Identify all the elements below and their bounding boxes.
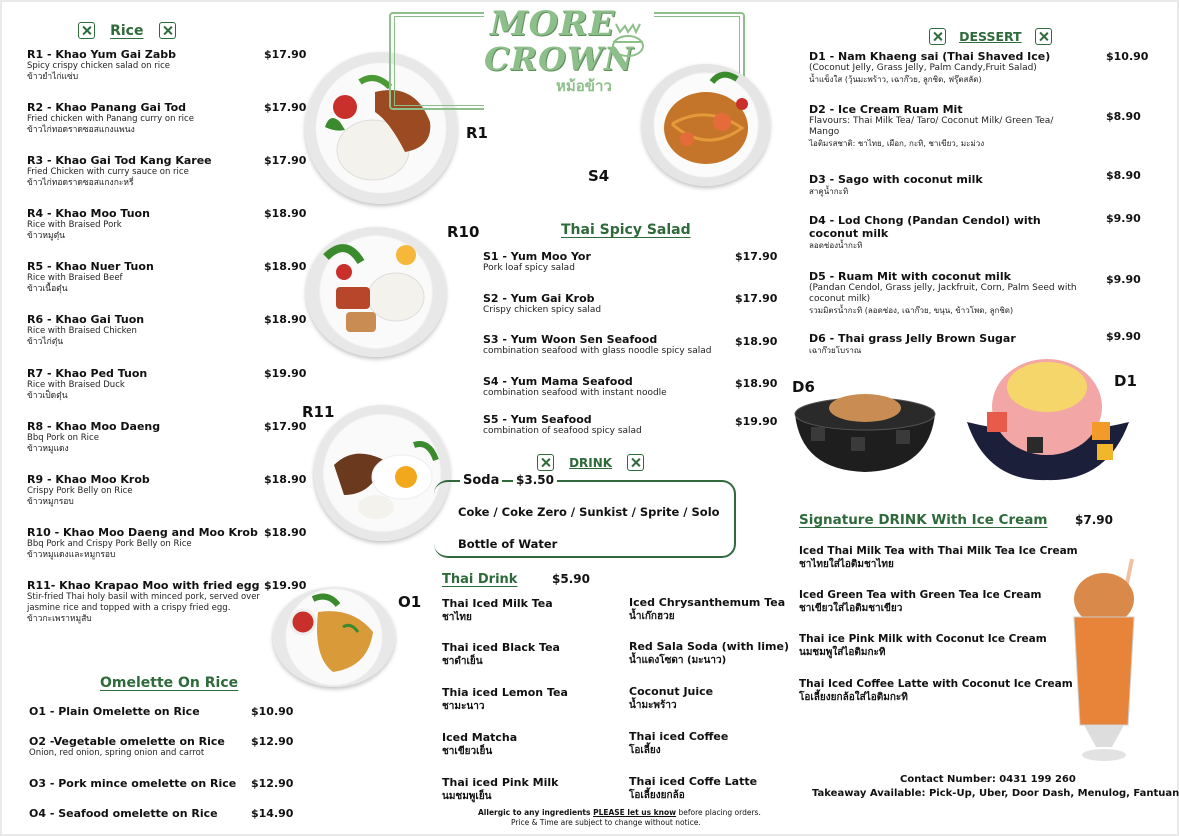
menu-page [2, 2, 1177, 834]
drink-thai-name: ชาเขียวเย็น [442, 746, 493, 757]
item-name: S2 - Yum Gai Krob [483, 292, 595, 305]
item-price: $17.90 [735, 250, 778, 263]
item-price: $9.90 [1106, 212, 1141, 225]
drink-thai-name: ชาดำเย็น [442, 656, 483, 667]
utensils-icon [1035, 28, 1052, 45]
drink-name: Thia iced Lemon Tea [442, 686, 568, 699]
item-price: $18.90 [264, 207, 307, 220]
thai-drink-item [629, 596, 785, 624]
item-thai-name: ไอติมรสชาติ: ชาไทย, เผือก, กะทิ, ชาเขียว, มะม่วง [809, 139, 985, 148]
d1-label: D1 [1114, 372, 1137, 390]
item-description: Fried Chicken with curry sauce on rice [27, 167, 189, 177]
item-thai-name: เฉาก๊วยโบราณ [809, 346, 862, 355]
water-label: Bottle of Water [458, 537, 558, 551]
item-thai-name: ข้าวหมูตุ๋น [27, 231, 65, 241]
thai-drink-item [629, 640, 789, 668]
rice-item [27, 367, 272, 402]
item-thai-name: ข้าวยำไก่แซ่บ [27, 72, 79, 82]
item-name: S4 - Yum Mama Seafood [483, 375, 633, 388]
item-thai-name: ข้าวเนื้อตุ๋น [27, 284, 68, 294]
salad-item [483, 413, 728, 437]
item-price: $14.90 [251, 807, 294, 820]
thai-drink-item [629, 730, 728, 758]
item-price: $18.90 [264, 260, 307, 273]
signature-drink-item [799, 678, 1073, 705]
drink-name: Iced Chrysanthemum Tea [629, 596, 786, 609]
item-description: Crispy chicken spicy salad [483, 305, 602, 315]
drink-thai-name: ชาไทยใส่ไอติมชาไทย [799, 559, 894, 570]
salad-item [483, 292, 728, 316]
utensils-icon [929, 28, 946, 45]
thai-drink-item [442, 597, 553, 625]
dessert-header [929, 26, 1052, 45]
thai-drink-item [442, 776, 558, 804]
signature-drink-photo [1062, 557, 1162, 767]
rice-item [27, 260, 272, 295]
item-name: R10 - Khao Moo Daeng and Moo Krob [27, 526, 258, 539]
item-name: R2 - Khao Panang Gai Tod [27, 101, 187, 114]
rice-pot-icon [608, 20, 648, 58]
drink-name: Red Sala Soda (with lime) [629, 640, 789, 653]
rice-item [27, 154, 272, 189]
item-description: Fried chicken with Panang curry on rice [27, 114, 194, 124]
item-description: (Coconut Jelly, Grass Jelly, Palm Candy,Fruit Salad) [809, 63, 1037, 73]
item-name: R1 - Khao Yum Gai Zabb [27, 48, 176, 61]
item-price: $19.90 [264, 367, 307, 380]
rice-header [78, 20, 176, 39]
item-price: $10.90 [251, 705, 294, 718]
item-price: $18.90 [264, 313, 307, 326]
drink-name: Thai iced Coffee [629, 730, 729, 743]
item-description: combination seafood with glass noodle spicy salad [483, 346, 712, 356]
drink-thai-name: ชาไทย [442, 612, 472, 623]
rice-item [27, 473, 272, 508]
r10-label: R10 [447, 223, 480, 241]
logo-line2: CROWN [484, 40, 635, 78]
omelette-item [29, 777, 254, 790]
item-thai-name: ข้าวไก่ทอดราดซอสแกงแพนง [27, 125, 135, 135]
dessert-item [809, 214, 1079, 251]
item-description: combination seafood with instant noodle [483, 388, 667, 398]
item-thai-name: ข้าวหมูแดงและหมูกรอบ [27, 550, 116, 560]
d6-photo [791, 392, 939, 474]
utensils-icon [78, 22, 95, 39]
o1-photo [273, 587, 395, 687]
item-description: (Pandan Cendol, Grass jelly, Jackfruit, Corn, Palm Seed with coconut milk) [809, 283, 1077, 304]
signature-drink-item [799, 589, 1041, 616]
item-price: $18.90 [735, 377, 778, 390]
takeaway-info: Takeaway Available: Pick-Up, Uber, Door Dash, Menulog, Fantuan [812, 788, 1179, 799]
rice-item [27, 313, 272, 348]
item-price: $19.90 [264, 579, 307, 592]
item-name: D5 - Ruam Mit with coconut milk [809, 270, 1011, 283]
salad-item [483, 333, 728, 357]
rice-item [27, 420, 272, 455]
drink-thai-name: น้ำแดงโซดา (มะนาว) [629, 655, 727, 666]
drink-thai-name: นมชมพูใส่ไอติมกะทิ [799, 647, 886, 658]
d6-label: D6 [792, 378, 815, 396]
signature-price: $7.90 [1075, 513, 1113, 527]
logo [484, 6, 654, 110]
item-thai-name: ข้าวกะเพราหมูสับ [27, 614, 92, 624]
drink-thai-name: ชามะนาว [442, 701, 485, 712]
item-price: $17.90 [735, 292, 778, 305]
item-name: S1 - Yum Moo Yor [483, 250, 591, 263]
item-thai-name: ข้าวเป็ดตุ๋น [27, 391, 68, 401]
signature-title: Signature DRINK With Ice Cream [799, 512, 1048, 528]
drink-name: Thai iced Black Tea [442, 641, 560, 654]
rice-item [27, 48, 272, 83]
item-name: R8 - Khao Moo Daeng [27, 420, 161, 433]
item-price: $17.90 [264, 420, 307, 433]
item-name: R3 - Khao Gai Tod Kang Karee [27, 154, 212, 167]
drink-name: Coconut Juice [629, 685, 714, 698]
item-name: D3 - Sago with coconut milk [809, 173, 983, 186]
dessert-title: DESSERT [959, 29, 1022, 44]
item-thai-name: ข้าวไก่ทอดราดซอสแกงกะหรี่ [27, 178, 134, 188]
item-description: Pork loaf spicy salad [483, 263, 575, 273]
item-price: $9.90 [1106, 330, 1141, 343]
item-price: $12.90 [251, 735, 294, 748]
soda-price: $3.50 [513, 473, 557, 487]
drink-name: Thai ice Pink Milk with Coconut Ice Cream [799, 633, 1047, 645]
item-description: Crispy Pork Belly on Rice [27, 486, 133, 496]
d6-dessert-illustration [791, 392, 939, 474]
d1-photo [957, 352, 1137, 482]
item-name: D2 - Ice Cream Ruam Mit [809, 103, 963, 116]
drink-title: DRINK [569, 456, 613, 470]
item-name: O4 - Seafood omelette on Rice [29, 807, 218, 820]
rice-item [27, 526, 272, 561]
s4-food-illustration [642, 64, 770, 186]
drink-name: Thai iced Pink Milk [442, 776, 559, 789]
omelette-title: Omelette On Rice [100, 675, 239, 691]
item-description: Rice with Braised Beef [27, 273, 123, 283]
item-description: Bbq Pork and Crispy Pork Belly on Rice [27, 539, 192, 549]
omelette-item [29, 807, 254, 820]
signature-drink-item [799, 545, 1078, 572]
drink-name: Thai Iced Coffee Latte with Coconut Ice Cream [799, 678, 1073, 690]
utensils-icon [537, 454, 554, 471]
item-description: Bbq Pork on Rice [27, 433, 99, 443]
item-thai-name: รวมมิตรน้ำกะทิ (ลอดช่อง, เฉาก๊วย, ขนุน, ข้าวโพด, ลูกชิด) [809, 306, 1014, 315]
s4-photo [642, 64, 770, 186]
item-name: O1 - Plain Omelette on Rice [29, 705, 200, 718]
rice-item [27, 101, 272, 136]
item-name: R9 - Khao Moo Krob [27, 473, 150, 486]
soda-label: Soda [460, 473, 502, 488]
item-price: $9.90 [1106, 273, 1141, 286]
thai-drink-item [442, 686, 568, 714]
o1-label: O1 [398, 593, 422, 611]
o1-food-illustration [273, 587, 395, 687]
drink-name: Iced Matcha [442, 731, 518, 744]
item-price: $18.90 [735, 335, 778, 348]
item-price: $10.90 [1106, 50, 1149, 63]
r1-label: R1 [466, 124, 488, 142]
item-price: $17.90 [264, 154, 307, 167]
omelette-item [29, 705, 254, 718]
item-price: $12.90 [251, 777, 294, 790]
item-name: R6 - Khao Gai Tuon [27, 313, 145, 326]
item-thai-name: ข้าวหมูกรอบ [27, 497, 74, 507]
item-name: D4 - Lod Chong (Pandan Cendol) with coconut milk [809, 214, 1041, 240]
allergy-text-b: PLEASE let us know [593, 808, 677, 817]
rice-title: Rice [110, 23, 144, 39]
logo-line1: MORE [490, 4, 616, 44]
salad-title: Thai Spicy Salad [561, 222, 691, 238]
price-notice: Price & Time are subject to change without notice. [511, 818, 701, 827]
iced-tea-glass-illustration [1062, 557, 1162, 767]
item-name: O2 -Vegetable omelette on Rice [29, 735, 225, 748]
item-description: combination of seafood spicy salad [483, 426, 642, 436]
rice-item [27, 207, 272, 242]
item-description: Rice with Braised Chicken [27, 326, 137, 336]
logo-thai: หม้อข้าว [556, 77, 612, 95]
salad-item [483, 375, 728, 399]
item-description: Flavours: Thai Milk Tea/ Taro/ Coconut Milk/ Green Tea/ Mango [809, 116, 1054, 137]
allergy-text-c: before placing orders. [676, 808, 761, 817]
item-name: D1 - Nam Khaeng sai (Thai Shaved Ice) [809, 50, 1051, 63]
item-thai-name: น้ำแข็งใส (วุ้นมะพร้าว, เฉาก๊วย, ลูกชิด, ฟรุ๊ตสลัด) [809, 75, 982, 84]
thai-drink-item [442, 731, 517, 759]
thai-drink-price: $5.90 [552, 572, 590, 586]
s4-label: S4 [588, 167, 610, 185]
drink-thai-name: นมชมพูเย็น [442, 791, 492, 802]
rice-item [27, 579, 272, 625]
item-thai-name: ลอดช่องน้ำกะทิ [809, 241, 863, 250]
item-name: R5 - Khao Nuer Tuon [27, 260, 154, 273]
drink-name: Thai Iced Milk Tea [442, 597, 553, 610]
drink-thai-name: โอเลี้ยงยกล้อ [629, 790, 685, 801]
item-price: $8.90 [1106, 110, 1141, 123]
salad-item [483, 250, 728, 274]
drink-thai-name: ชาเขียวใส่ไอติมชาเขียว [799, 603, 903, 614]
allergy-note [478, 808, 761, 817]
r11-photo [314, 405, 450, 541]
item-thai-name: สาคูน้ำกะทิ [809, 187, 849, 196]
drink-thai-name: น้ำเก๊กฮวย [629, 611, 675, 622]
signature-drink-item [799, 633, 1047, 660]
dessert-item [809, 50, 1079, 85]
item-name: R4 - Khao Moo Tuon [27, 207, 150, 220]
thai-drink-item [629, 775, 757, 803]
r10-photo [306, 227, 446, 357]
item-price: $18.90 [264, 473, 307, 486]
drink-header [537, 452, 644, 471]
drink-thai-name: โอเลี้ยง [629, 745, 661, 756]
drink-name: Iced Thai Milk Tea with Thai Milk Tea Ice Cream [799, 545, 1078, 557]
dessert-item [809, 270, 1079, 316]
item-name: O3 - Pork mince omelette on Rice [29, 777, 237, 790]
allergy-text-a: Allergic to any ingredients [478, 808, 594, 817]
item-description: Rice with Braised Duck [27, 380, 125, 390]
contact-number: Contact Number: 0431 199 260 [900, 774, 1076, 785]
utensils-icon [627, 454, 644, 471]
item-price: $18.90 [264, 526, 307, 539]
soda-options: Coke / Coke Zero / Sunkist / Sprite / Solo [458, 505, 720, 519]
item-description: Rice with Braised Pork [27, 220, 122, 230]
drink-thai-name: โอเลี้ยงยกล้อใส่ไอติมกะทิ [799, 692, 908, 703]
omelette-item [29, 735, 254, 759]
item-description: Stir-fried Thai holy basil with minced pork, served over jasmine rice and topped with a crispy fried egg. [27, 592, 260, 613]
thai-drink-item [629, 685, 713, 713]
item-name: D6 - Thai grass Jelly Brown Sugar [809, 332, 1016, 345]
r11-label: R11 [302, 403, 335, 421]
r10-food-illustration [306, 227, 446, 357]
drink-name: Thai iced Coffe Latte [629, 775, 758, 788]
item-name: R11- Khao Krapao Moo with fried egg [27, 579, 260, 592]
item-price: $8.90 [1106, 169, 1141, 182]
dessert-item [809, 332, 1079, 356]
item-price: $17.90 [264, 48, 307, 61]
item-description: Onion, red onion, spring onion and carrot [29, 748, 205, 758]
item-thai-name: ข้าวหมูแดง [27, 444, 69, 454]
drink-thai-name: น้ำมะพร้าว [629, 700, 677, 711]
item-name: S5 - Yum Seafood [483, 413, 592, 426]
thai-drink-item [442, 641, 560, 669]
drink-name: Iced Green Tea with Green Tea Ice Cream [799, 589, 1042, 601]
item-description: Spicy crispy chicken salad on rice [27, 61, 171, 71]
item-price: $17.90 [264, 101, 307, 114]
d1-dessert-illustration [957, 352, 1137, 482]
item-price: $19.90 [735, 415, 778, 428]
r11-food-illustration [314, 405, 450, 541]
dessert-item [809, 173, 1079, 197]
utensils-icon [159, 22, 176, 39]
thai-drink-title: Thai Drink [442, 572, 518, 587]
item-name: R7 - Khao Ped Tuon [27, 367, 148, 380]
dessert-item [809, 103, 1079, 149]
item-thai-name: ข้าวไก่ตุ๋น [27, 337, 64, 347]
item-name: S3 - Yum Woon Sen Seafood [483, 333, 658, 346]
